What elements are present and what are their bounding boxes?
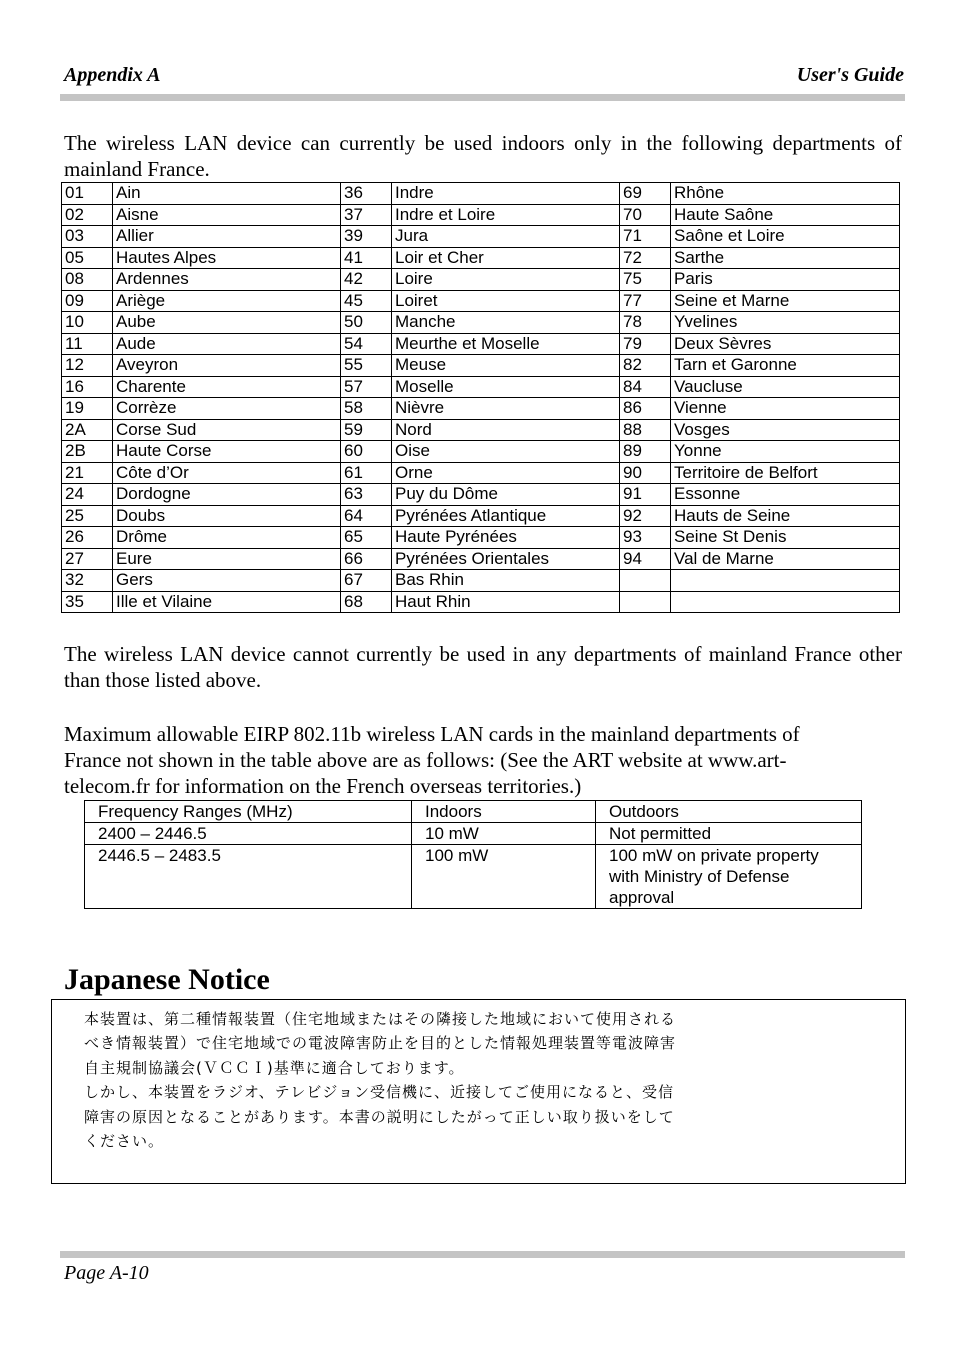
table-row <box>62 484 900 506</box>
department-code-cell: 2B <box>62 441 113 463</box>
table-row <box>85 845 862 909</box>
japanese-line: 本装置は、第二種情報装置（住宅地域またはその隣接した地域において使用される <box>84 1010 677 1028</box>
table-cell: Not permitted <box>596 823 862 845</box>
eirp-paragraph <box>64 721 902 799</box>
table-row <box>62 290 900 312</box>
japanese-line: しかし、本装置をラジオ、テレビジョン受信機に、近接してご使用になると、受信 <box>84 1083 675 1101</box>
department-name-cell: Nièvre <box>392 398 620 420</box>
department-name-cell: Corrèze <box>113 398 341 420</box>
department-code-cell: 77 <box>620 290 671 312</box>
department-code-cell: 86 <box>620 398 671 420</box>
department-name-cell: Haute Pyrénées <box>392 527 620 549</box>
table-row <box>62 548 900 570</box>
department-name-cell: Charente <box>113 376 341 398</box>
department-name-cell: Indre <box>392 183 620 205</box>
department-code-cell: 93 <box>620 527 671 549</box>
japanese-line: 自主規制協議会(ＶＣＣＩ)基準に適合しております。 <box>84 1059 465 1077</box>
department-name-cell: Haute Corse <box>113 441 341 463</box>
department-name-cell: Drôme <box>113 527 341 549</box>
department-code-cell: 65 <box>341 527 392 549</box>
table-row <box>62 591 900 613</box>
eirp-line: Maximum allowable EIRP 802.11b wireless LAN cards in the mainland departments of <box>64 722 800 746</box>
department-code-cell: 66 <box>341 548 392 570</box>
department-code-cell: 60 <box>341 441 392 463</box>
department-name-cell: Vosges <box>671 419 900 441</box>
department-name-cell: Loir et Cher <box>392 247 620 269</box>
table-row <box>62 333 900 355</box>
table-row <box>62 312 900 334</box>
department-code-cell: 19 <box>62 398 113 420</box>
department-name-cell <box>671 591 900 613</box>
department-name-cell: Loire <box>392 269 620 291</box>
department-code-cell: 68 <box>341 591 392 613</box>
department-name-cell: Meurthe et Moselle <box>392 333 620 355</box>
department-code-cell: 67 <box>341 570 392 592</box>
department-name-cell: Ille et Vilaine <box>113 591 341 613</box>
department-name-cell: Saône et Loire <box>671 226 900 248</box>
department-code-cell: 59 <box>341 419 392 441</box>
department-name-cell: Oise <box>392 441 620 463</box>
department-name-cell: Seine et Marne <box>671 290 900 312</box>
department-name-cell: Meuse <box>392 355 620 377</box>
header-cell: Outdoors <box>596 801 862 823</box>
department-code-cell: 32 <box>62 570 113 592</box>
department-code-cell: 02 <box>62 204 113 226</box>
department-name-cell: Bas Rhin <box>392 570 620 592</box>
department-code-cell: 92 <box>620 505 671 527</box>
japanese-line: ください。 <box>84 1132 165 1150</box>
department-name-cell: Deux Sèvres <box>671 333 900 355</box>
table-row <box>62 226 900 248</box>
department-code-cell: 21 <box>62 462 113 484</box>
japanese-notice-title: Japanese Notice <box>64 963 270 996</box>
table-row <box>62 376 900 398</box>
department-name-cell: Hauts de Seine <box>671 505 900 527</box>
department-name-cell: Vienne <box>671 398 900 420</box>
department-code-cell: 89 <box>620 441 671 463</box>
department-name-cell: Indre et Loire <box>392 204 620 226</box>
department-name-cell: Aude <box>113 333 341 355</box>
department-code-cell: 63 <box>341 484 392 506</box>
page-number: Page A-10 <box>64 1262 149 1284</box>
department-name-cell: Sarthe <box>671 247 900 269</box>
department-code-cell: 50 <box>341 312 392 334</box>
table-header-row <box>85 801 862 823</box>
department-name-cell: Rhône <box>671 183 900 205</box>
department-code-cell: 94 <box>620 548 671 570</box>
department-code-cell: 45 <box>341 290 392 312</box>
table-cell: 2400 – 2446.5 <box>85 823 412 845</box>
table-row <box>62 505 900 527</box>
table-row <box>62 441 900 463</box>
department-name-cell: Essonne <box>671 484 900 506</box>
department-name-cell: Jura <box>392 226 620 248</box>
department-code-cell: 05 <box>62 247 113 269</box>
table-row <box>62 247 900 269</box>
department-name-cell: Aveyron <box>113 355 341 377</box>
table-cell: 100 mW on private property with Ministry of Defense approval <box>596 845 862 909</box>
department-code-cell: 55 <box>341 355 392 377</box>
table-row <box>62 419 900 441</box>
footer-rule <box>60 1251 905 1258</box>
department-name-cell: Doubs <box>113 505 341 527</box>
department-code-cell: 12 <box>62 355 113 377</box>
header-section-title: Appendix A <box>64 64 161 86</box>
department-code-cell: 2A <box>62 419 113 441</box>
not-listed-paragraph: The wireless LAN device cannot currently be used in any departments of mainland France other than those listed above. <box>64 642 902 692</box>
departments-table <box>61 182 900 613</box>
department-name-cell <box>671 570 900 592</box>
department-code-cell: 71 <box>620 226 671 248</box>
table-row <box>62 355 900 377</box>
department-name-cell: Yvelines <box>671 312 900 334</box>
header-guide-title: User's Guide <box>796 64 904 86</box>
table-row <box>85 823 862 845</box>
japanese-notice-box <box>51 999 906 1184</box>
department-name-cell: Yonne <box>671 441 900 463</box>
department-name-cell: Manche <box>392 312 620 334</box>
department-code-cell <box>620 591 671 613</box>
table-row <box>62 204 900 226</box>
department-code-cell: 84 <box>620 376 671 398</box>
department-code-cell: 01 <box>62 183 113 205</box>
table-row <box>62 527 900 549</box>
department-name-cell: Aisne <box>113 204 341 226</box>
department-code-cell: 25 <box>62 505 113 527</box>
page-header <box>64 64 904 92</box>
department-code-cell: 70 <box>620 204 671 226</box>
department-name-cell: Territoire de Belfort <box>671 462 900 484</box>
table-row <box>62 183 900 205</box>
department-name-cell: Pyrénées Orientales <box>392 548 620 570</box>
department-name-cell: Côte d’Or <box>113 462 341 484</box>
department-name-cell: Seine St Denis <box>671 527 900 549</box>
department-name-cell: Val de Marne <box>671 548 900 570</box>
department-code-cell: 10 <box>62 312 113 334</box>
department-name-cell: Corse Sud <box>113 419 341 441</box>
department-code-cell: 79 <box>620 333 671 355</box>
table-row <box>62 462 900 484</box>
department-name-cell: Ardennes <box>113 269 341 291</box>
department-name-cell: Eure <box>113 548 341 570</box>
department-code-cell: 90 <box>620 462 671 484</box>
eirp-line: telecom.fr for information on the French overseas territories.) <box>64 774 582 798</box>
department-code-cell: 26 <box>62 527 113 549</box>
department-code-cell: 91 <box>620 484 671 506</box>
department-code-cell: 42 <box>341 269 392 291</box>
department-code-cell: 35 <box>62 591 113 613</box>
department-code-cell: 82 <box>620 355 671 377</box>
department-name-cell: Orne <box>392 462 620 484</box>
department-code-cell: 72 <box>620 247 671 269</box>
department-code-cell: 11 <box>62 333 113 355</box>
table-row <box>62 570 900 592</box>
department-code-cell: 54 <box>341 333 392 355</box>
department-name-cell: Gers <box>113 570 341 592</box>
eirp-line: France not shown in the table above are as follows: (See the ART website at www.art- <box>64 748 787 772</box>
department-name-cell: Loiret <box>392 290 620 312</box>
department-code-cell: 24 <box>62 484 113 506</box>
intro-paragraph: The wireless LAN device can currently be used indoors only in the following departments of mainland France. <box>64 131 902 181</box>
department-code-cell: 39 <box>341 226 392 248</box>
department-code-cell: 58 <box>341 398 392 420</box>
table-cell: 10 mW <box>412 823 596 845</box>
department-name-cell: Pyrénées Atlantique <box>392 505 620 527</box>
department-name-cell: Moselle <box>392 376 620 398</box>
department-code-cell: 41 <box>341 247 392 269</box>
table-cell: 100 mW <box>412 845 596 909</box>
department-name-cell: Allier <box>113 226 341 248</box>
department-code-cell: 57 <box>341 376 392 398</box>
header-cell: Indoors <box>412 801 596 823</box>
header-cell: Frequency Ranges (MHz) <box>85 801 412 823</box>
department-code-cell <box>620 570 671 592</box>
department-name-cell: Haute Saône <box>671 204 900 226</box>
department-name-cell: Dordogne <box>113 484 341 506</box>
department-code-cell: 37 <box>341 204 392 226</box>
japanese-line: べき情報装置）で住宅地域での電波障害防止を目的とした情報処理装置等電波障害 <box>84 1034 677 1052</box>
department-name-cell: Tarn et Garonne <box>671 355 900 377</box>
department-code-cell: 36 <box>341 183 392 205</box>
department-name-cell: Nord <box>392 419 620 441</box>
department-name-cell: Puy du Dôme <box>392 484 620 506</box>
department-code-cell: 78 <box>620 312 671 334</box>
department-name-cell: Ariège <box>113 290 341 312</box>
japanese-line: 障害の原因となることがあります。本書の説明にしたがって正しい取り扱いをして <box>84 1108 675 1126</box>
department-code-cell: 09 <box>62 290 113 312</box>
department-code-cell: 27 <box>62 548 113 570</box>
department-code-cell: 16 <box>62 376 113 398</box>
department-name-cell: Paris <box>671 269 900 291</box>
department-name-cell: Vaucluse <box>671 376 900 398</box>
department-name-cell: Aube <box>113 312 341 334</box>
table-row <box>62 269 900 291</box>
department-name-cell: Hautes Alpes <box>113 247 341 269</box>
table-cell: 2446.5 – 2483.5 <box>85 845 412 909</box>
department-code-cell: 08 <box>62 269 113 291</box>
department-name-cell: Haut Rhin <box>392 591 620 613</box>
eirp-frequency-table <box>84 800 862 909</box>
table-row <box>62 398 900 420</box>
department-code-cell: 69 <box>620 183 671 205</box>
department-code-cell: 03 <box>62 226 113 248</box>
header-rule <box>60 94 905 101</box>
department-code-cell: 61 <box>341 462 392 484</box>
department-name-cell: Ain <box>113 183 341 205</box>
department-code-cell: 75 <box>620 269 671 291</box>
department-code-cell: 88 <box>620 419 671 441</box>
department-code-cell: 64 <box>341 505 392 527</box>
